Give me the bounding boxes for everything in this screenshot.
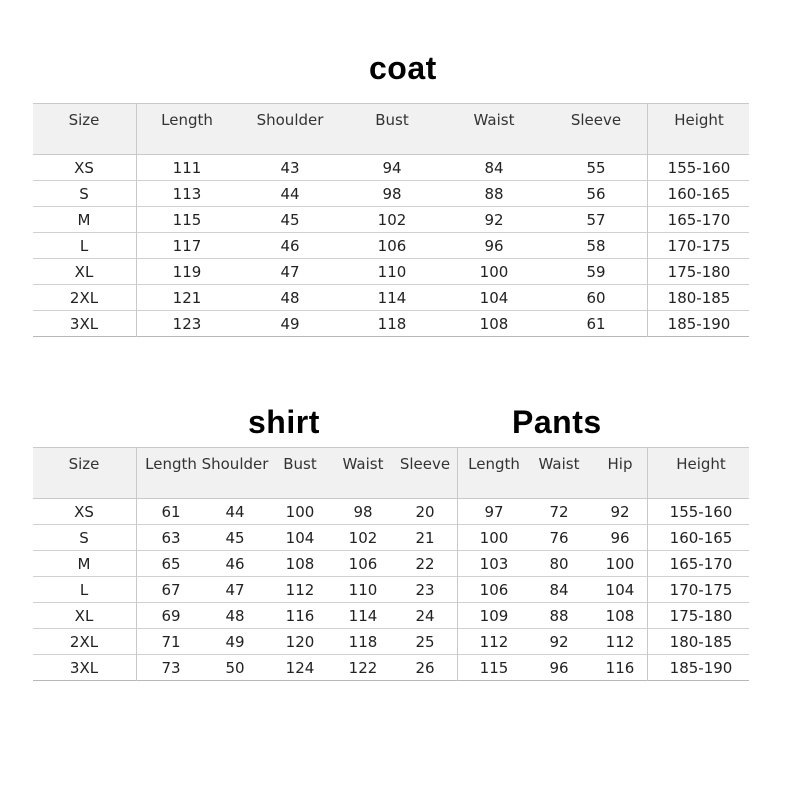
table-cell: 104 [285,529,315,547]
header-cell: Waist [473,111,515,129]
table-cell: 67 [161,581,181,599]
table-header [33,447,749,499]
table-cell: 45 [280,211,300,229]
table-cell: 48 [225,607,245,625]
table-cell: 88 [484,185,504,203]
table-cell: 104 [605,581,635,599]
table-cell: 96 [549,659,569,677]
table-cell: 103 [479,555,509,573]
table-row [33,629,749,655]
table-cell: XS [74,159,94,177]
table-cell: 106 [479,581,509,599]
table-cell: 60 [586,289,606,307]
table-cell: 57 [586,211,606,229]
table-cell: XL [74,607,94,625]
table-cell: 92 [610,503,630,521]
table-row [33,207,749,233]
table-header [33,103,749,155]
table-cell: 175-180 [669,607,733,625]
header-cell: Length [145,455,197,473]
table-cell: 46 [225,555,245,573]
table-cell: 22 [415,555,435,573]
table-cell: 2XL [69,633,99,651]
table-cell: 88 [549,607,569,625]
table-cell: 121 [172,289,202,307]
table-cell: 112 [285,581,315,599]
table-cell: 155-160 [667,159,731,177]
table-row [33,311,749,337]
table-cell: 115 [479,659,509,677]
table-cell: 56 [586,185,606,203]
table-cell: 59 [586,263,606,281]
table-cell: 69 [161,607,181,625]
column-divider [457,447,458,681]
table-cell: 49 [225,633,245,651]
table-cell: 114 [377,289,407,307]
table-cell: L [79,581,89,599]
table-cell: 24 [415,607,435,625]
table-cell: 100 [285,503,315,521]
table-cell: 165-170 [667,211,731,229]
table-cell: 58 [586,237,606,255]
table-cell: 185-190 [667,315,731,333]
table-cell: 43 [280,159,300,177]
header-cell: Length [468,455,520,473]
table-cell: 180-185 [669,633,733,651]
table-cell: 108 [605,607,635,625]
header-cell: Hip [607,455,633,473]
table-row [33,233,749,259]
table-cell: 46 [280,237,300,255]
table-row [33,285,749,311]
table-cell: 63 [161,529,181,547]
table-row [33,155,749,181]
table-cell: 120 [285,633,315,651]
header-cell: Bust [283,455,317,473]
table-cell: 44 [280,185,300,203]
table-cell: 175-180 [667,263,731,281]
table-cell: 72 [549,503,569,521]
table-cell: 20 [415,503,435,521]
table-cell: 84 [549,581,569,599]
table-cell: 119 [172,263,202,281]
table-cell: 61 [161,503,181,521]
table-cell: 108 [285,555,315,573]
table-cell: 102 [348,529,378,547]
table-row [33,499,749,525]
table-cell: 118 [348,633,378,651]
table-cell: 84 [484,159,504,177]
coat-size-table [33,103,749,337]
shirt-pants-size-table [33,447,749,681]
header-cell: Waist [538,455,580,473]
table-cell: M [77,555,91,573]
table-cell: 106 [377,237,407,255]
table-cell: 49 [280,315,300,333]
table-cell: 180-185 [667,289,731,307]
pants-title: Pants [512,404,602,440]
header-cell: Size [68,455,100,473]
table-cell: S [79,529,89,547]
coat-title: coat [369,50,437,86]
table-cell: 80 [549,555,569,573]
table-cell: 96 [484,237,504,255]
table-cell: 160-165 [669,529,733,547]
table-cell: 65 [161,555,181,573]
table-cell: 114 [348,607,378,625]
table-cell: 2XL [69,289,99,307]
table-cell: 48 [280,289,300,307]
table-cell: 96 [610,529,630,547]
table-row [33,577,749,603]
table-cell: 124 [285,659,315,677]
table-cell: 45 [225,529,245,547]
table-cell: 116 [285,607,315,625]
table-row [33,181,749,207]
table-cell: 100 [479,263,509,281]
table-cell: 55 [586,159,606,177]
header-cell: Shoulder [256,111,324,129]
table-cell: 117 [172,237,202,255]
table-cell: 47 [225,581,245,599]
table-cell: 98 [353,503,373,521]
header-cell: Waist [342,455,384,473]
table-cell: 94 [382,159,402,177]
table-cell: M [77,211,91,229]
table-cell: XL [74,263,94,281]
header-cell: Sleeve [399,455,451,473]
table-cell: 92 [549,633,569,651]
table-cell: 113 [172,185,202,203]
column-divider [136,103,137,337]
shirt-title: shirt [248,404,320,440]
table-cell: 111 [172,159,202,177]
header-cell: Shoulder [201,455,269,473]
header-cell: Size [68,111,100,129]
table-cell: 3XL [69,315,99,333]
table-cell: 71 [161,633,181,651]
table-cell: 123 [172,315,202,333]
table-cell: 3XL [69,659,99,677]
table-cell: 109 [479,607,509,625]
table-cell: 170-175 [669,581,733,599]
table-cell: 100 [605,555,635,573]
table-cell: 26 [415,659,435,677]
table-cell: 110 [377,263,407,281]
column-divider [647,103,648,337]
table-cell: 104 [479,289,509,307]
table-cell: 112 [605,633,635,651]
column-divider [647,447,648,681]
header-cell: Height [676,455,726,473]
table-cell: 112 [479,633,509,651]
table-cell: 116 [605,659,635,677]
table-cell: 73 [161,659,181,677]
table-cell: 108 [479,315,509,333]
table-cell: 21 [415,529,435,547]
table-cell: XS [74,503,94,521]
column-divider [136,447,137,681]
table-cell: 115 [172,211,202,229]
table-row [33,655,749,681]
table-cell: 160-165 [667,185,731,203]
table-cell: 92 [484,211,504,229]
table-cell: 118 [377,315,407,333]
table-cell: 23 [415,581,435,599]
table-cell: 165-170 [669,555,733,573]
table-cell: 170-175 [667,237,731,255]
header-cell: Sleeve [570,111,622,129]
table-cell: 47 [280,263,300,281]
table-row [33,525,749,551]
table-cell: 50 [225,659,245,677]
table-cell: L [79,237,89,255]
table-cell: 106 [348,555,378,573]
table-cell: 122 [348,659,378,677]
table-cell: 102 [377,211,407,229]
table-cell: S [79,185,89,203]
table-row [33,551,749,577]
table-cell: 76 [549,529,569,547]
table-cell: 61 [586,315,606,333]
table-cell: 100 [479,529,509,547]
table-cell: 44 [225,503,245,521]
header-cell: Length [161,111,213,129]
header-cell: Bust [375,111,409,129]
table-cell: 110 [348,581,378,599]
table-cell: 97 [484,503,504,521]
table-row [33,603,749,629]
table-cell: 25 [415,633,435,651]
header-cell: Height [674,111,724,129]
table-row [33,259,749,285]
table-cell: 155-160 [669,503,733,521]
table-cell: 185-190 [669,659,733,677]
table-cell: 98 [382,185,402,203]
